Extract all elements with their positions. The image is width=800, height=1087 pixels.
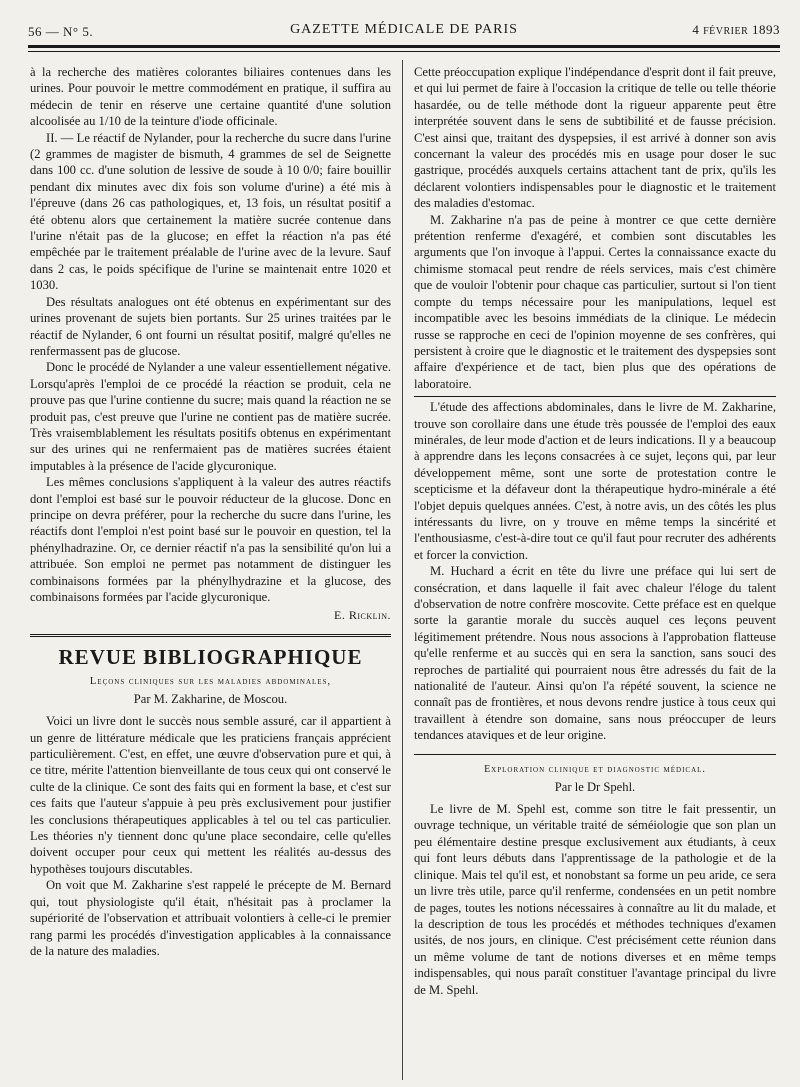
review-byline: Par le Dr Spehl.	[554, 779, 636, 794]
paragraph: On voit que M. Zakharine s'est rappelé le précepte de M. Bernard qui, tout physiologiste qu'il était, n'hésitait pas à proclamer la supériorité de l'observation et attribuait volontiers à celle-ci le premier rang parmi les procédés d'investigation applicables à la connaissance de la nature des maladies.	[30, 878, 391, 958]
header-rule-thin	[28, 51, 780, 52]
paragraph: Voici un livre dont le succès nous semble assuré, car il appartient à un genre de littérature médicale que les praticiens français apprécient particulièrement. C'est, en effet, une œuvre d'observation pure et qui, à ce titre, mérite l'attention bienveillante de tous ceux qui ont conservé le culte de la clinique. Ce sont des faits qui en forment la base, et c'est sur ces faits que l'auteur s'appuie à peu près exclusivement pour justifier les conclusions thérapeutiques applicables à tel ou tel cas particulier. Les théories n'y tiennent donc qu'une place secondaire, celle qu'elles doivent occuper pour ceux qui mettent les réalités au-dessus des hypothèses toujours discutables.	[30, 714, 391, 876]
page-number: 56 — N° 5.	[28, 24, 94, 39]
section-divider	[30, 634, 391, 637]
column-divider	[402, 60, 403, 1080]
paragraph: Le livre de M. Spehl est, comme son titre le fait pressentir, un ouvrage technique, un véritable traité de séméiologie que son plan un peu élémentaire destine presque exclusivement aux étudiants, à ceux qui font leurs débuts dans l'apprentissage de la pathologie et de la clinique. Mais tel qu'il est, et nonobstant sa forme un peu aride, ce sera un livre très utile, parce qu'il renferme, condensées en un petit nombre de pages, toutes les notions nécessaires à connaître au lit du malade, et la description de tous les procédés et méthodes techniques d'examen usités, de nos jours, en clinique. C'est précisément cette réunion dans un même volume de tant de notions diverses et en même temps indispensables, qui nous paraît constituer l'avantage principal du livre de M. Spehl.	[414, 802, 776, 997]
author-signature: E. Ricklin.	[334, 608, 391, 623]
section-title: REVUE BIBLIOGRAPHIQUE	[58, 644, 363, 669]
review-subtitle: Exploration clinique et diagnostic médical.	[484, 763, 706, 775]
page-header	[28, 20, 780, 42]
review-byline: Par M. Zakharine, de Moscou.	[133, 691, 288, 706]
paragraph-divider	[414, 396, 776, 397]
paragraph: à la recherche des matières colorantes biliaires contenues dans les urines. Pour pouvoir le mettre commodément en pratique, il suffira au médecin de tenir en réserve une certaine quantité d'une solution alcoolisée au 1/10 de la teinture d'iode officinale.	[30, 65, 391, 129]
right-column	[414, 64, 776, 998]
header-rule-thick	[28, 45, 780, 48]
paragraph: M. Huchard a écrit en tête du livre une préface qui lui sert de consécration, et dans laquelle il fait avec chaleur l'éloge du talent d'observation de notre confrère moscovite. Cette préface est en quelque sorte la garantie morale du succès auquel ces leçons peuvent légitimement prétendre. Nous nous associons à l'approbation flatteuse qu'elle renferme et au succès qui en sera la sanction, sans souci des reproches de partialité qui pourraient nous être adressés du fait de la nationalité de l'auteur. Ainsi qu'on l'a répété souvent, la science ne connaît pas de frontières, et nous devons rendre justice à tous ceux qui travaillent à étendre son domaine, sans nous préoccuper de leurs tendances ataviques et de leur origine.	[414, 564, 776, 743]
paragraph: II. — Le réactif de Nylander, pour la recherche du sucre dans l'urine (2 grammes de magister de bismuth, 4 grammes de sel de Seignette dans 100 cc. d'une solution de lessive de soude à 10 0/0; faire bouillir pendant dix minutes avec dix fois son volume d'urine) a été mis à l'épreuve (dans 26 cas pathologiques, et, 13 fois, un résultat positif a été obtenu alors que certainement la matière sucrée contenue dans l'urine n'était pas de la glucose; en effet la réaction n'a pas été empêchée par le traitement préalable de l'urine avec de la levure. Sauf dans 2 cas, le poids spécifique de l'urine se maintenait entre 1020 et 1030.	[30, 130, 391, 293]
left-column	[30, 64, 391, 959]
review-subtitle: Leçons cliniques sur les maladies abdominales,	[89, 675, 332, 687]
journal-title: GAZETTE MÉDICALE DE PARIS	[290, 22, 518, 37]
paragraph: Les mêmes conclusions s'appliquent à la valeur des autres réactifs dont l'emploi est basé sur le pouvoir réducteur de la glucose. Donc en principe on devra préférer, pour la recherche du sucre dans l'urine, les réactifs dont l'emploi n'est point basé sur le pouvoir en question, tel la phénylhadrazine. Or, ce dernier réactif n'a pas la sensibilité qu'on lui a attribuée. Son emploi ne permet pas notamment de distinguer les combinaisons formées par la phénylhydrazine et la glucose, des combinaisons formées par l'acide glycuronique.	[30, 475, 391, 604]
paragraph: Donc le procédé de Nylander a une valeur essentiellement négative. Lorsqu'après l'emploi de ce procédé la réaction se produit, cela ne prouve pas que l'urine contienne du sucre; mais quand la réaction ne se produit pas, c'est preuve que l'urine ne contient pas de matière sucrée. Très vraisemblablement les résultats positifs obtenus en expérimentant sur des urines qui ne renfermaient pas de matières sucrées étaient imputables à la présence de l'acide glycuronique.	[30, 360, 391, 473]
paragraph: M. Zakharine n'a pas de peine à montrer ce que cette dernière prétention renferme d'exagéré, et combien sont discutables les arguments que l'on invoque à l'appui. Certes la connaissance exacte du chimisme stomacal peut rendre de réels services, mais c'est chimère que de vouloir l'obtenir pour chaque cas particulier, surtout si l'on tient compte du temps nécessaire pour les manipulations, lequel est incompatible avec les besoins immédiats de la clinique. Le médecin russe se rapproche en ceci de l'opinion moyenne de ses confrères, qui persistent à croire que le diagnostic et le traitement des dyspepsies sont affaire d'expérience et de tact, bien plus que des opérations de laboratoire.	[414, 212, 776, 391]
section-divider	[414, 754, 776, 755]
paragraph: Des résultats analogues ont été obtenus en expérimentant sur des urines provenant de sujets bien portants. Sur 25 urines traitées par le réactif de Nylander, 6 ont fourni un résultat positif, malgré qu'elles ne renfermassent pas de glucose.	[30, 294, 391, 358]
paragraph: Cette préoccupation explique l'indépendance d'esprit dont il fait preuve, et qui lui permet de faire à l'occasion la critique de telle ou telle théorie hasardée, ou de telle méthode dont la rigueur apparente peut être interprétée souvent dans le sens de subtibilité et de fausse précision. C'est ainsi que, traitant des dyspepsies, il est arrivé à donner son avis concernant la valeur des procédés mis en usage pour doser le suc gastrique, procédés auxquels certains attachent tant de prix, qu'ils les déclarent volontiers indispensables pour le diagnostic et le traitement des maladies d'estomac.	[414, 65, 776, 211]
issue-date: 4 FÉVRIER 1893	[692, 22, 780, 37]
paragraph: L'étude des affections abdominales, dans le livre de M. Zakharine, trouve son corollaire dans une étude très poussée de l'emploi des eaux minérales, de leur mode d'action et de leurs indications. Il y a beaucoup à apprendre dans les leçons consacrées à ce sujet, leçons qui, par leur développement même, sont une sorte de protestation contre le scepticisme et la défaveur dont la thérapeutique hydro-minérale a été l'objet depuis quelques années. C'est, à notre avis, un des côtés les plus intéressants du livre, on y trouve en même temps la sincérité et l'enthousiasme, c'est-à-dire tout ce qu'il faut pour recruter des adhérents et forcer la conviction.	[414, 400, 776, 562]
